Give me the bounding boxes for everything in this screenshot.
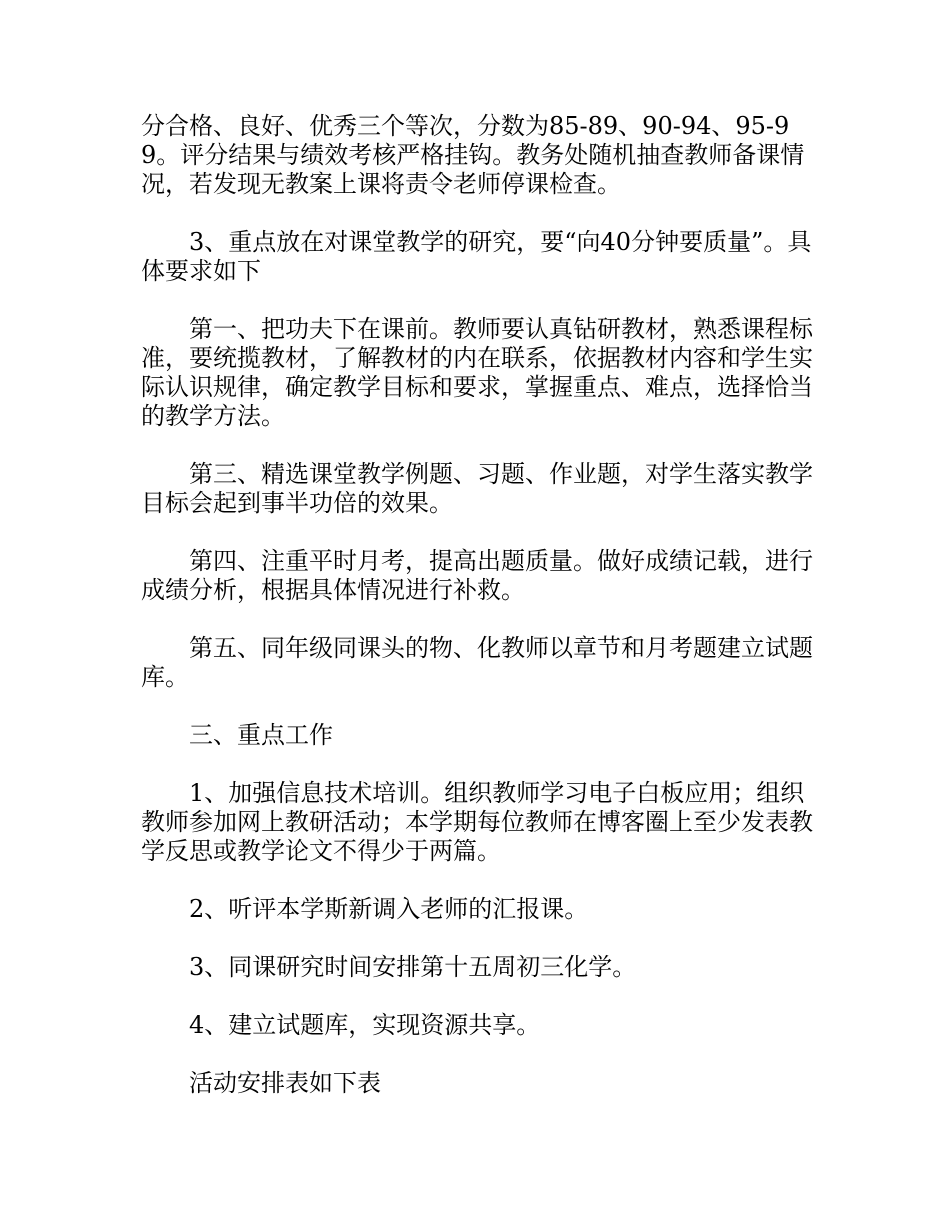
paragraph-report-lessons: 2、听评本学斯新调入老师的汇报课。 [189, 895, 589, 923]
paragraph-grading: 分合格、良好、优秀三个等次，分数为85-89、90-94、95-99。评分结果与绩效考核严格挂钩。教务处随机抽查教师备课情况，若发现无教案上课将责令老师停课检查。 [141, 112, 805, 198]
document-body [141, 112, 821, 1127]
paragraph-first: 第一、把功夫下在课前。教师要认真钻研教材，熟悉课程标准，要统揽教材，了解教材的内在联系，依据教材内容和学生实际认识规律，确定教学目标和要求，掌握重点、难点，选择恰当的教学方法。 [141, 315, 813, 430]
paragraph-it-training: 1、加强信息技术培训。组织教师学习电子白板应用；组织教师参加网上教研活动；本学期每位教师在博客圈上至少发表教学反思或教学论文不得少于两篇。 [141, 779, 813, 865]
paragraph-classroom-research: 3、重点放在对课堂教学的研究，要“向40分钟要质量”。具体要求如下 [141, 228, 812, 285]
paragraph-question-bank: 4、建立试题库，实现资源共享。 [189, 1011, 541, 1039]
paragraph-fifth: 第五、同年级同课头的物、化教师以章节和月考题建立试题库。 [141, 634, 813, 691]
paragraph-third: 第三、精选课堂教学例题、习题、作业题，对学生落实教学目标会起到事半功倍的效果。 [141, 460, 813, 517]
paragraph-activity-schedule: 活动安排表如下表 [189, 1069, 381, 1097]
paragraph-fourth: 第四、注重平时月考，提高出题质量。做好成绩记载，进行成绩分析，根据具体情况进行补救。 [141, 547, 813, 604]
section-heading-key-work: 三、重点工作 [189, 721, 333, 749]
paragraph-same-lesson-research: 3、同课研究时间安排第十五周初三化学。 [189, 953, 637, 981]
